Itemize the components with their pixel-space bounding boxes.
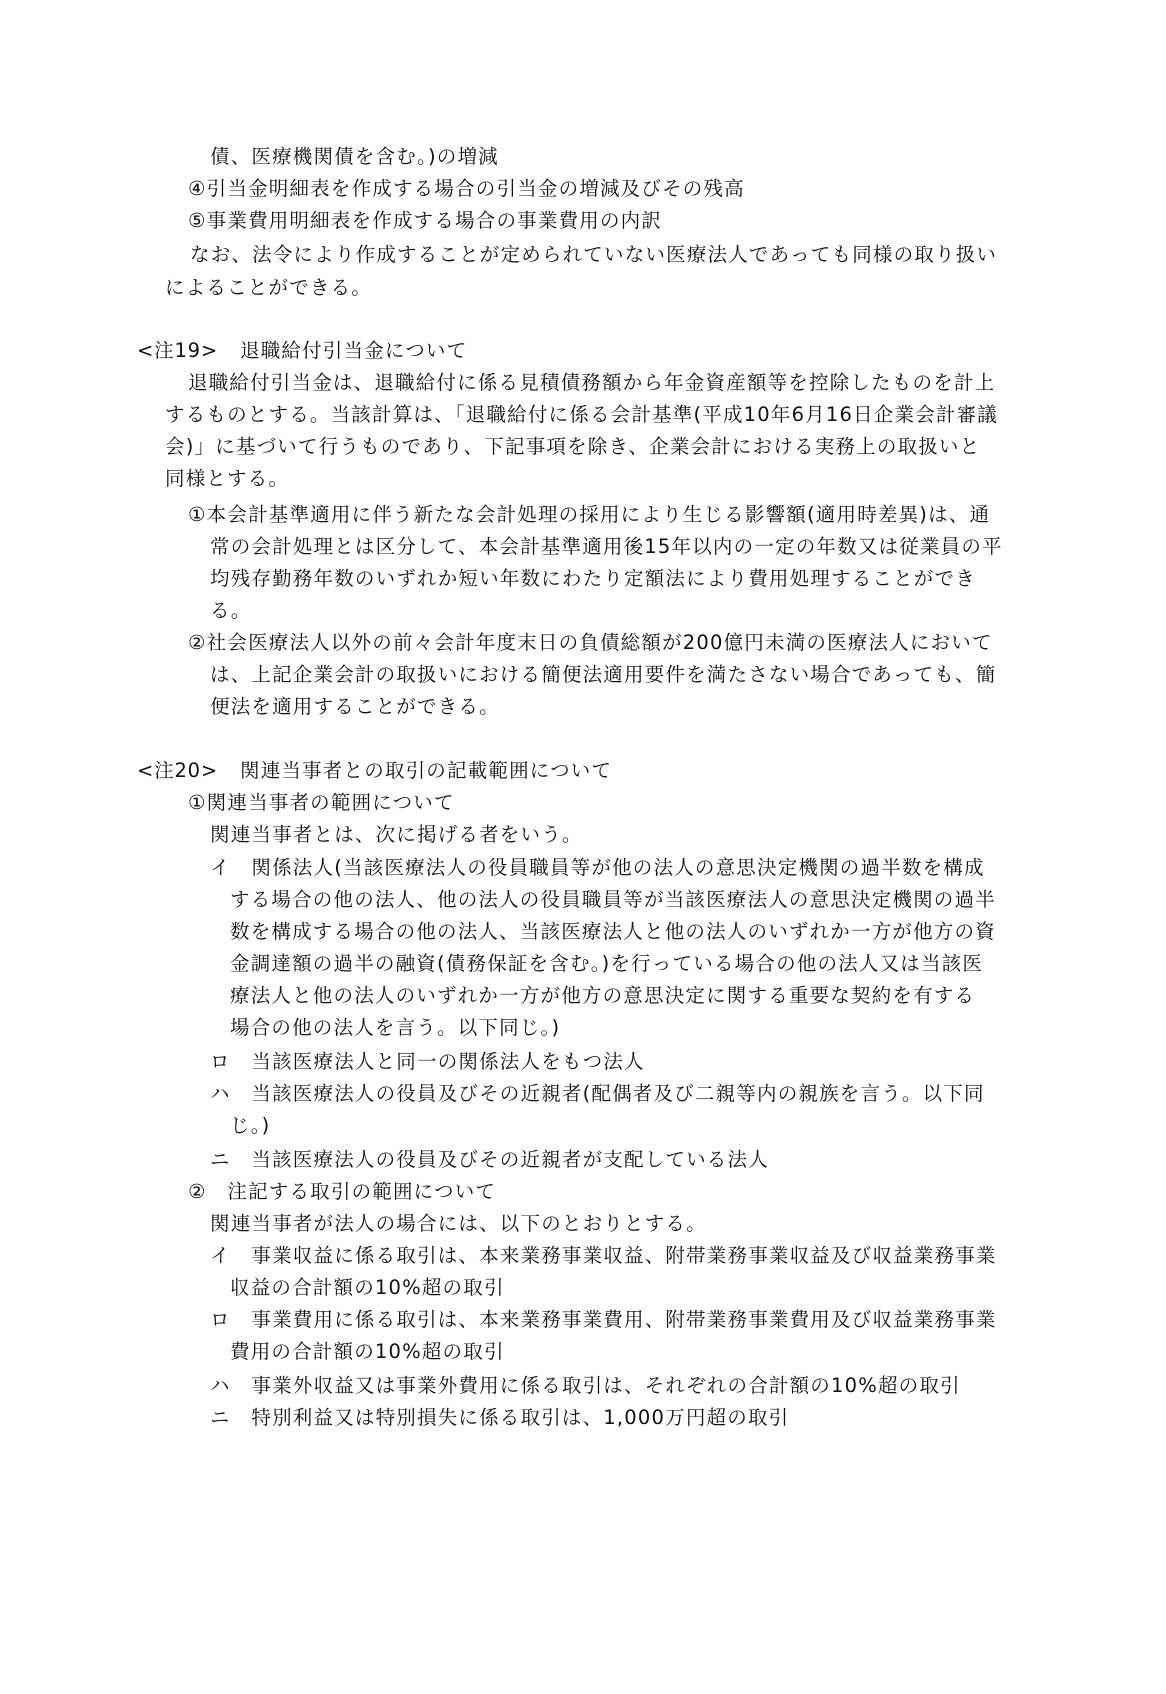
text-line: 退職給付引当金は、退職給付に係る見積債務額から年金資産額等を控除したものを計上 xyxy=(188,371,996,394)
text-line: 便法を適用することができる。 xyxy=(210,695,500,718)
section-heading: ①関連当事者の範囲について xyxy=(188,791,455,814)
note19-heading-label: <注19> xyxy=(137,339,218,362)
list-item-i: イ 関係法人(当該医療法人の役員職員等が他の法人の意思決定機関の過半数を構成 xyxy=(210,856,985,879)
text-line: 金調達額の過半の融資(債務保証を含む。)を行っている場合の他の法人又は当該医 xyxy=(230,952,984,975)
list-item-1: ①本会計基準適用に伴う新たな会計処理の採用により生じる影響額(適用時差異)は、通 xyxy=(188,503,991,526)
list-item-4: ④引当金明細表を作成する場合の引当金の増減及びその残高 xyxy=(188,177,745,200)
text-line: によることができる。 xyxy=(165,276,373,299)
text-line: なお、法令により作成することが定められていない医療法人であっても同様の取り扱い xyxy=(190,243,998,266)
text-line: するものとする。当該計算は、「退職給付に係る会計基準(平成10年6月16日企業会計審議 xyxy=(165,403,998,426)
list-item-i: イ 事業収益に係る取引は、本来業務事業収益、附帯業務事業収益及び収益業務事業 xyxy=(210,1244,997,1267)
list-item-ni: ニ 特別利益又は特別損失に係る取引は、1,000万円超の取引 xyxy=(210,1406,790,1429)
text-line: 療法人と他の法人のいずれか一方が他方の意思決定に関する重要な契約を有する xyxy=(230,984,976,1007)
list-item-ro: ロ 当該医療法人と同一の関係法人をもつ法人 xyxy=(210,1050,645,1073)
text-line: 均残存勤務年数のいずれか短い年数にわたり定額法により費用処理することができ xyxy=(210,567,976,590)
text-line: 場合の他の法人を言う。以下同じ。) xyxy=(230,1016,561,1039)
section-heading: ② 注記する取引の範囲について xyxy=(188,1180,497,1203)
list-item-ha: ハ 事業外収益又は事業外費用に係る取引は、それぞれの合計額の10%超の取引 xyxy=(210,1374,961,1397)
note20-heading-title: 関連当事者との取引の記載範囲について xyxy=(240,759,613,782)
text-line: 同様とする。 xyxy=(165,467,290,490)
text-line: 数を構成する場合の他の法人、当該医療法人と他の法人のいずれか一方が他方の資 xyxy=(230,920,996,943)
list-item-5: ⑤事業費用明細表を作成する場合の事業費用の内訳 xyxy=(188,209,663,232)
list-item-2: ②社会医療法人以外の前々会計年度末日の負債総額が200億円未満の医療法人において xyxy=(188,631,993,654)
text-line: 関連当事者が法人の場合には、以下のとおりとする。 xyxy=(210,1212,707,1235)
text-line: る。 xyxy=(210,599,252,622)
text-line: 会)」に基づいて行うものであり、下記事項を除き、企業会計における実務上の取扱いと xyxy=(165,435,981,458)
note19-heading-title: 退職給付引当金について xyxy=(240,339,468,362)
text-line: 収益の合計額の10%超の取引 xyxy=(230,1276,505,1299)
text-line: する場合の他の法人、他の法人の役員職員等が当該医療法人の意思決定機関の過半 xyxy=(230,888,996,911)
text-line: 費用の合計額の10%超の取引 xyxy=(230,1340,505,1363)
text-line: 関連当事者とは、次に掲げる者をいう。 xyxy=(210,823,583,846)
text-line: 常の会計処理とは区分して、本会計基準適用後15年以内の一定の年数又は従業員の平 xyxy=(210,535,1003,558)
list-item-ni: ニ 当該医療法人の役員及びその近親者が支配している法人 xyxy=(210,1148,769,1171)
text-line: じ。) xyxy=(230,1114,271,1137)
note20-heading-label: <注20> xyxy=(137,759,218,782)
text-line: は、上記企業会計の取扱いにおける簡便法適用要件を満たさない場合であっても、簡 xyxy=(210,663,997,686)
list-item-ro: ロ 事業費用に係る取引は、本来業務事業費用、附帯業務事業費用及び収益業務事業 xyxy=(210,1308,997,1331)
list-item-ha: ハ 当該医療法人の役員及びその近親者(配偶者及び二親等内の親族を言う。以下同 xyxy=(210,1082,985,1105)
text-line: 債、医療機関債を含む。)の増減 xyxy=(210,145,499,168)
